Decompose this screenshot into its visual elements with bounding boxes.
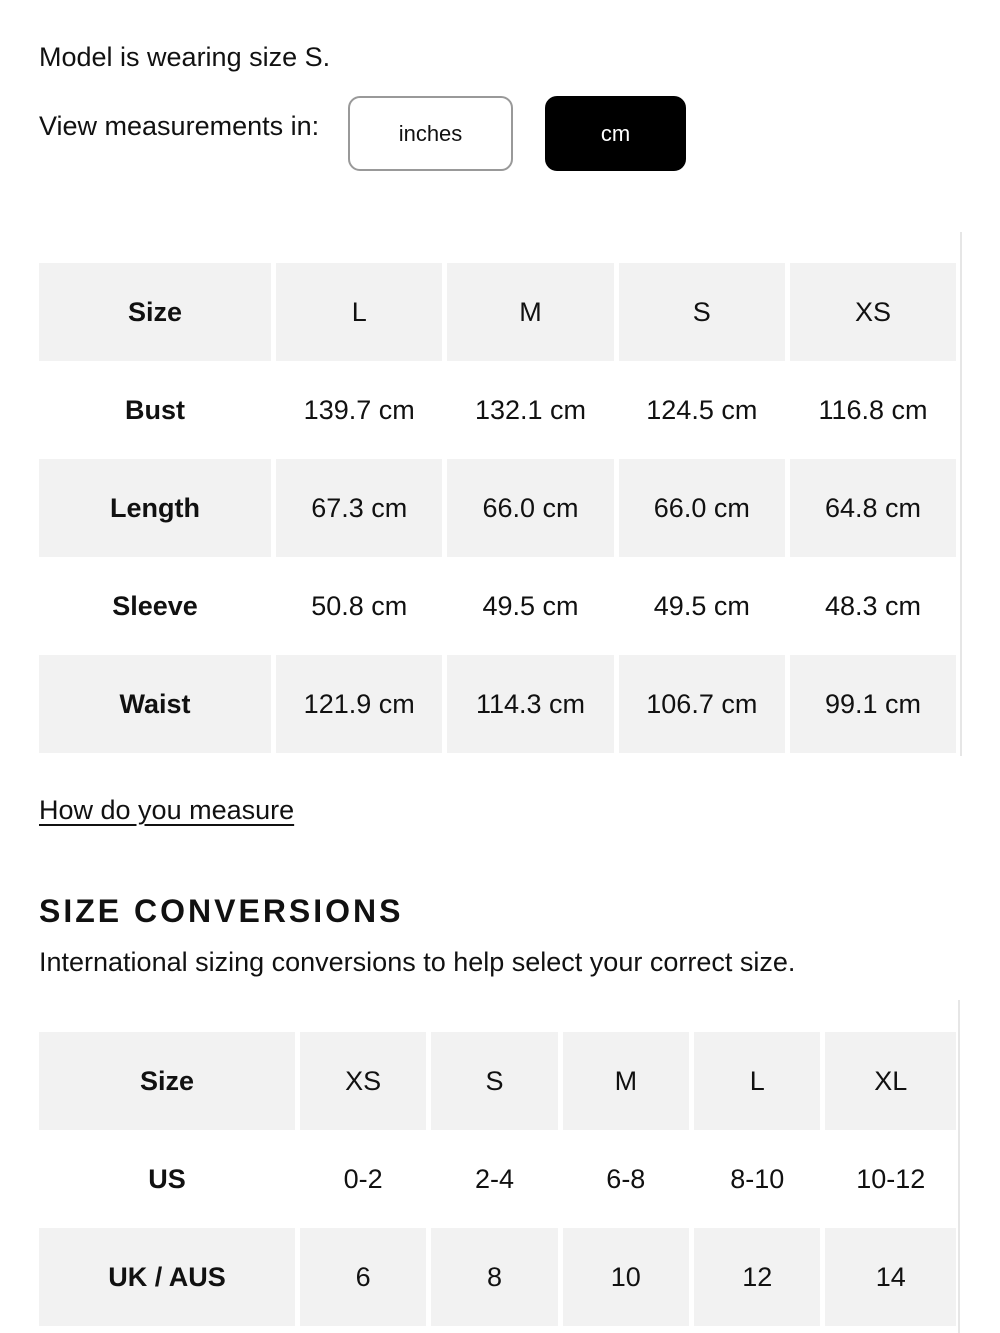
table-cell: 106.7 cm bbox=[619, 655, 785, 753]
table-row bbox=[39, 557, 956, 655]
row-label: US bbox=[148, 1163, 186, 1194]
table-cell: 114.3 cm bbox=[447, 655, 613, 753]
table-row bbox=[39, 1228, 956, 1326]
header-cell: M bbox=[447, 263, 613, 361]
header-cell: L bbox=[276, 263, 442, 361]
table-cell: 2-4 bbox=[474, 1163, 514, 1194]
table-row bbox=[39, 1130, 956, 1228]
header-cell: Size bbox=[39, 263, 271, 361]
table-cell: 66.0 cm bbox=[619, 459, 785, 557]
row-label: Bust bbox=[125, 394, 186, 425]
table-cell: 10-12 bbox=[856, 1163, 926, 1194]
table-cell: 0-2 bbox=[343, 1163, 383, 1194]
table-row bbox=[39, 655, 956, 753]
row-label: Waist bbox=[39, 655, 271, 753]
table-header-row bbox=[39, 1032, 956, 1130]
model-size-note: Model is wearing size S. bbox=[39, 42, 331, 72]
table-cell: 8 bbox=[431, 1228, 557, 1326]
table-cell: 124.5 cm bbox=[646, 394, 758, 425]
table-cell: 64.8 cm bbox=[790, 459, 956, 557]
conversions-table bbox=[39, 1032, 961, 1326]
row-label: Length bbox=[39, 459, 271, 557]
inches-button[interactable]: inches bbox=[348, 96, 513, 171]
header-cell: S bbox=[431, 1032, 557, 1130]
row-label: Sleeve bbox=[112, 590, 198, 621]
measurements-table-container[interactable] bbox=[39, 263, 961, 755]
table-cell: 99.1 cm bbox=[790, 655, 956, 753]
header-cell: XS bbox=[790, 263, 956, 361]
table-cell: 8-10 bbox=[730, 1163, 785, 1194]
header-cell: S bbox=[619, 263, 785, 361]
table-cell: 121.9 cm bbox=[276, 655, 442, 753]
table-cell: 50.8 cm bbox=[311, 590, 408, 621]
table-cell: 12 bbox=[694, 1228, 820, 1326]
table-row bbox=[39, 459, 956, 557]
measurements-table bbox=[39, 263, 961, 753]
table-cell: 67.3 cm bbox=[276, 459, 442, 557]
header-cell: XL bbox=[825, 1032, 956, 1130]
header-cell: Size bbox=[39, 1032, 295, 1130]
header-cell: M bbox=[563, 1032, 689, 1130]
table-cell: 6-8 bbox=[606, 1163, 646, 1194]
row-label: UK / AUS bbox=[39, 1228, 295, 1326]
table-cell: 132.1 cm bbox=[474, 394, 587, 425]
table-row bbox=[39, 361, 956, 459]
table-cell: 6 bbox=[300, 1228, 426, 1326]
conversions-table-container[interactable] bbox=[39, 1032, 961, 1333]
size-conversions-subtitle: International sizing conversions to help select your correct size. bbox=[39, 947, 796, 977]
unit-toggle-label: View measurements in: bbox=[39, 111, 320, 141]
unit-toggle bbox=[39, 96, 631, 171]
table-cell: 14 bbox=[825, 1228, 956, 1326]
table-cell: 48.3 cm bbox=[824, 590, 921, 621]
table-cell: 10 bbox=[563, 1228, 689, 1326]
table-cell: 49.5 cm bbox=[482, 590, 579, 621]
table-cell: 66.0 cm bbox=[447, 459, 613, 557]
size-conversions-title: SIZE CONVERSIONS bbox=[39, 893, 404, 929]
table-cell: 116.8 cm bbox=[818, 394, 928, 425]
header-cell: XS bbox=[300, 1032, 426, 1130]
table-cell: 49.5 cm bbox=[653, 590, 750, 621]
header-cell: L bbox=[694, 1032, 820, 1130]
how-to-measure-link[interactable]: How do you measure bbox=[39, 795, 295, 825]
table-cell: 139.7 cm bbox=[303, 394, 415, 425]
table-header-row bbox=[39, 263, 956, 361]
cm-button[interactable]: cm bbox=[545, 96, 686, 171]
